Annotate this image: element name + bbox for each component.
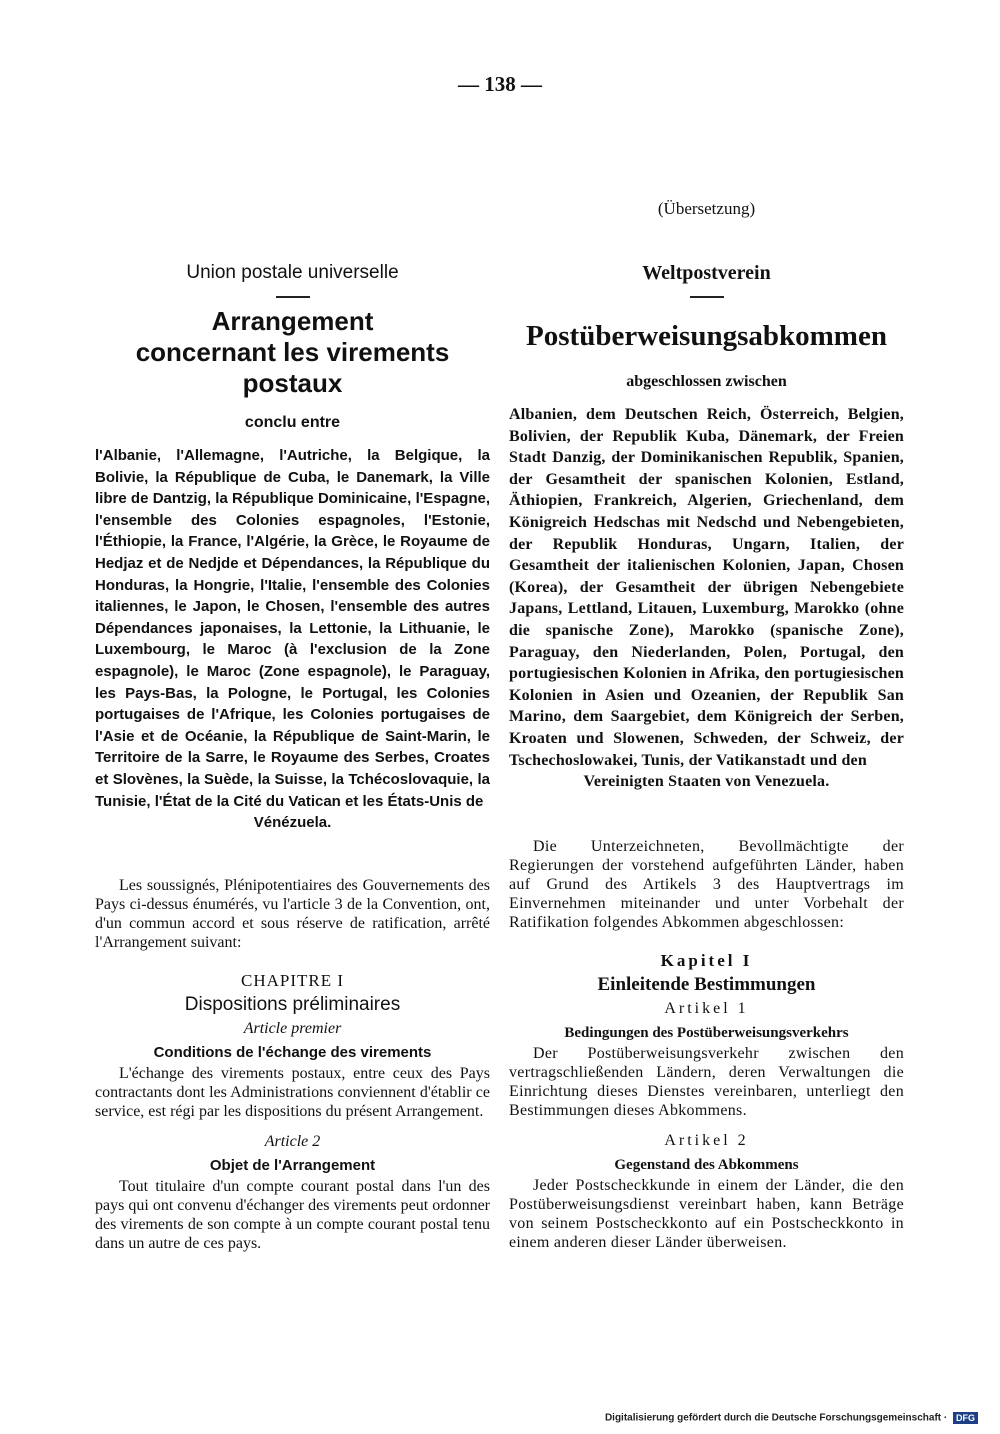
chapter-label-de: Kapitel I [660, 950, 753, 970]
digitization-footer [605, 1412, 978, 1424]
countries-text-fr: l'Albanie, l'Allemagne, l'Autriche, la Belgique, la Bolivie, la République de Cuba, le Danemark, la Ville libre de Dantzig, la République Dominicaine, l'Espagne, l'ensemble des Colonies espagnoles, l'Estonie, l'Éthiopie, la France, l'Algérie, la Grèce, le Royaume de Hedjaz et de Nedjde et Dépendances, la République du Honduras, la Hongrie, l'Italie, l'ensemble des Colonies italiennes, le Japon, le Chosen, l'ensemble des autres Dépendances japonaises, la Lettonie, la Lithuanie, le Luxembourg, le Maroc (à l'exclusion de la Zone espagnole), le Maroc (Zone espagnole), le Paraguay, les Pays-Bas, la Pologne, le Portugal, les Colonies portugaises de l'Afrique, les Colonies portugaises de l'Asie et de Océanie, la République de Saint-Marin, le Territoire de la Sarre, le Royaume des Serbes, Croates et Slovènes, la Suède, la Suisse, la Tchécoslovaquie, la Tunisie, l'État de la Cité du Vatican et les États-Unis de [95, 447, 490, 810]
article2-text-fr: Tout titulaire d'un compte courant postal dans l'un des pays qui ont convenu d'échanger des virements peut ordonner des virements de son compte à un compte courant postal tenu dans un autre de ces pays. [95, 1177, 490, 1252]
countries-last-fr: Vénézuela. [253, 814, 332, 832]
article1-text-de: Der Postüberweisungsverkehr zwischen den vertragschließenden Ländern, deren Verwaltungen die Einrichtung dieses Dienstes vereinbaren, unterliegt den Bestimmungen dieses Abkommens. [509, 1044, 904, 1119]
article1-text-fr: L'échange des virements postaux, entre ceux des Pays contractants dont les Administrations conviennent d'établir ce service, est régi par les dispositions du présent Arrangement. [95, 1064, 490, 1120]
countries-list-de [509, 404, 904, 793]
union-title-de: Weltpostverein [642, 262, 771, 284]
translation-note: (Übersetzung) [657, 199, 756, 218]
title-rule [276, 296, 310, 298]
article1-title-de: Bedingungen des Postüberweisungsverkehrs [564, 1024, 849, 1041]
footer-text: Digitalisierung gefördert durch die Deutsche Forschungsgemeinschaft · [604, 1412, 948, 1424]
page-number: — 138 — [458, 72, 542, 96]
abgeschlossen-zwischen: abgeschlossen zwischen [626, 373, 787, 390]
french-column [95, 195, 490, 1253]
preamble-fr: Les soussignés, Plénipotentiaires des Gouvernements des Pays ci-dessus énumérés, vu l'article 3 de la Convention, ont, d'un commun accord et sous réserve de ratification, arrêté l'Arrangement suivant: [95, 876, 490, 951]
article2-title-fr: Objet de l'Arrangement [209, 1156, 376, 1174]
countries-last-de: Vereinigten Staaten von Venezuela. [583, 773, 830, 791]
arrangement-title-line2: concernant les virements postaux [135, 337, 450, 398]
article2-title-de: Gegenstand des Abkommens [614, 1156, 799, 1173]
conclu-entre: conclu entre [244, 414, 341, 431]
german-column [509, 195, 904, 1252]
article2-label-de: Artikel 2 [664, 1131, 749, 1149]
countries-list-fr [95, 445, 490, 834]
chapter-label-fr: CHAPITRE I [240, 970, 345, 990]
preamble-de: Die Unterzeichneten, Bevollmächtigte der Regierungen der vorstehend aufgeführten Länder, haben auf Grund des Artikels 3 des Hauptvertrags im Einvernehmen miteinander und unter Vorbehalt der Ratifikation folgendes Abkommen abgeschlossen: [509, 837, 904, 931]
dfg-logo: DFG [953, 1412, 978, 1424]
chapter-title-fr: Dispositions préliminaires [184, 993, 401, 1015]
article1-label-de: Artikel 1 [664, 999, 749, 1017]
translation-spacer [95, 195, 490, 223]
union-title-fr: Union postale universelle [186, 262, 399, 283]
countries-text-de: Albanien, dem Deutschen Reich, Österreich, Belgien, Bolivien, der Republik Kuba, Dänemark, der Freien Stadt Danzig, der Dominikanischen Republik, Spanien, der Gesamtheit der spanischen Kolonien, Estland, Äthiopien, Frankreich, Algerien, Griechenland, dem Königreich Hedschas mit Nedschd und Nebengebieten, der Republik Honduras, Ungarn, Italien, der Gesamtheit der italienischen Kolonien, Japan, Chosen (Korea), der Gesamtheit der übrigen Nebengebiete Japans, Lettland, Litauen, Luxemburg, Marokko (ohne die spanische Zone), Marokko (spanische Zone), Paraguay, den Niederlanden, Polen, Portugal, den portugiesischen Kolonien in Afrika, den portugiesischen Kolonien in Asien und Ozeanien, der Republik San Marino, dem Saargebiet, dem Königreich der Serben, Kroaten und Slowenen, Schweden, der Schweiz, der Tschechoslowakei, Tunis, der Vatikanstadt und den [509, 406, 904, 769]
abkommen-title: Postüberweisungsabkommen [526, 320, 887, 352]
article1-title-fr: Conditions de l'échange des virements [153, 1043, 432, 1061]
title-rule-de [690, 296, 724, 298]
arrangement-title-line1: Arrangement [211, 306, 374, 336]
chapter-title-de: Einleitende Bestimmungen [597, 973, 816, 995]
article1-label-fr: Article premier [243, 1019, 342, 1037]
article2-label-fr: Article 2 [264, 1132, 321, 1150]
article2-text-de: Jeder Postscheckkunde in einem der Länder, die den Postüberweisungsdienst vereinbart haben, kann Beträge von seinem Postscheckkonto auf ein Postscheckkonto in einem anderen dieser Länder überweisen. [509, 1176, 904, 1251]
